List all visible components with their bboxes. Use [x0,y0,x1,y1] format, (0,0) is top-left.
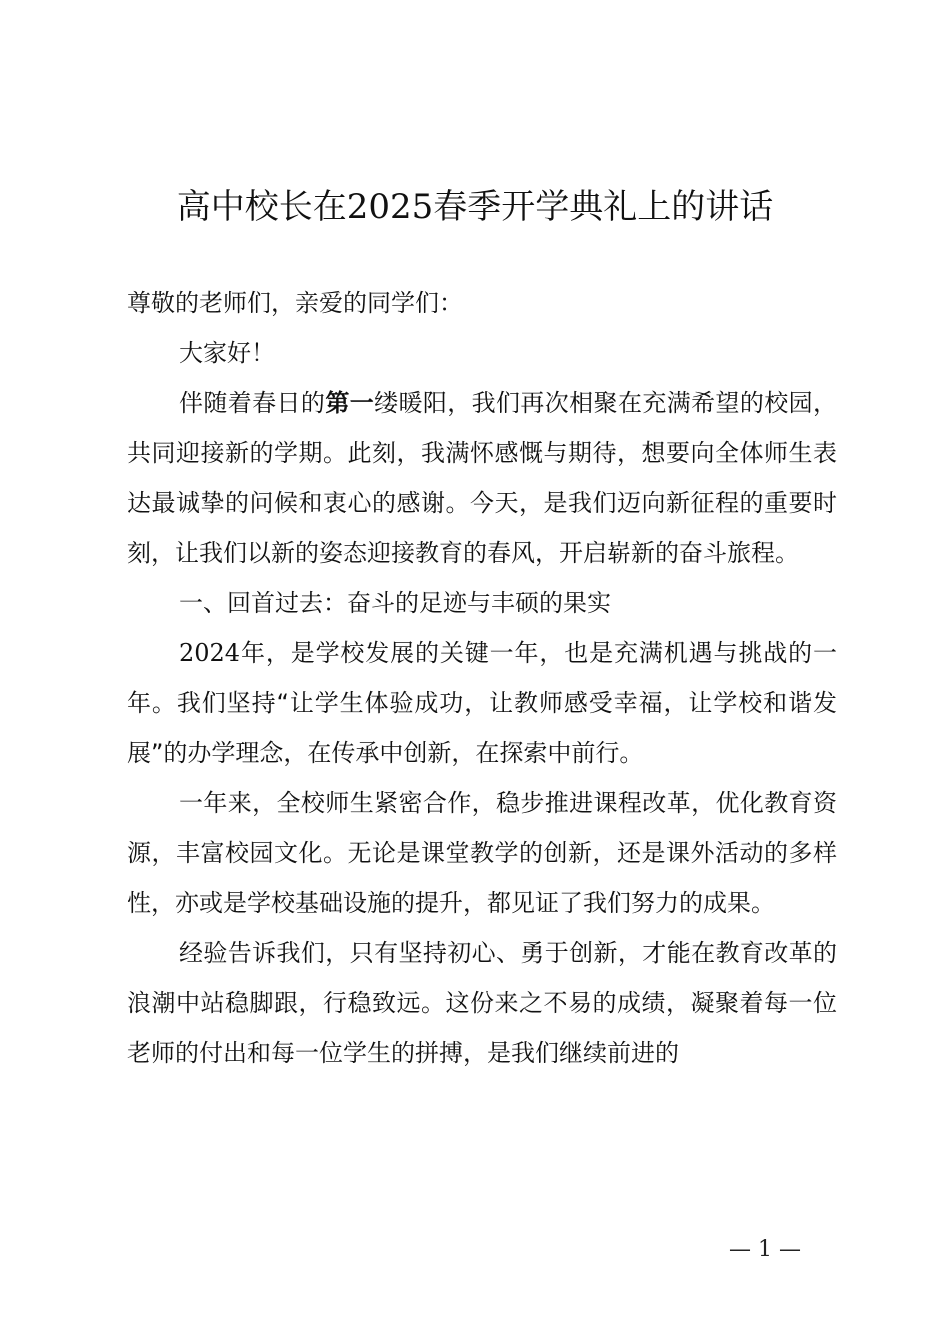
year-number: 2024 [179,639,241,667]
paragraph-2024 [127,628,837,778]
paragraph-2024-text: 年，是学校发展的关键一年，也是充满机遇与挑战的一年。我们坚持“让学生体验成功，让教师感受幸福，让学校和谐发展”的办学理念，在传承中创新，在探索中前行。 [127,639,837,767]
salutation: 尊敬的老师们，亲爱的同学们： [127,289,463,317]
greeting: 大家好！ [179,339,275,367]
paragraph-opening [127,378,837,578]
section-heading-1: 一、回首过去：奋斗的足迹与丰硕的果实 [179,589,611,617]
document-body [127,278,837,1078]
paragraph-achievements: 一年来，全校师生紧密合作，稳步推进课程改革，优化教育资源，丰富校园文化。无论是课堂教学的创新，还是课外活动的多样性，亦或是学校基础设施的提升，都见证了我们努力的成果。 [127,789,837,917]
document-title: 高中校长在2025春季开学典礼上的讲话 [176,187,774,227]
page-number: — 1 — [729,1237,801,1262]
paragraph-experience: 经验告诉我们，只有坚持初心、勇于创新，才能在教育改革的浪潮中站稳脚跟，行稳致远。这份来之不易的成绩，凝聚着每一位老师的付出和每一位学生的拼搏，是我们继续前进的 [127,939,837,1067]
paragraph-opening-rest: 缕暖阳，我们再次相聚在充满希望的校园，共同迎接新的学期。此刻，我满怀感慨与期待，想要向全体师生表达最诚挚的问候和衷心的感谢。今天，是我们迈向新征程的重要时刻，让我们以新的姿态迎接教育的春风，开启崭新的奋斗旅程。 [127,389,838,567]
paragraph-opening-start: 伴随着春日的 [179,389,326,417]
bold-emphasis: 第一 [325,389,375,417]
